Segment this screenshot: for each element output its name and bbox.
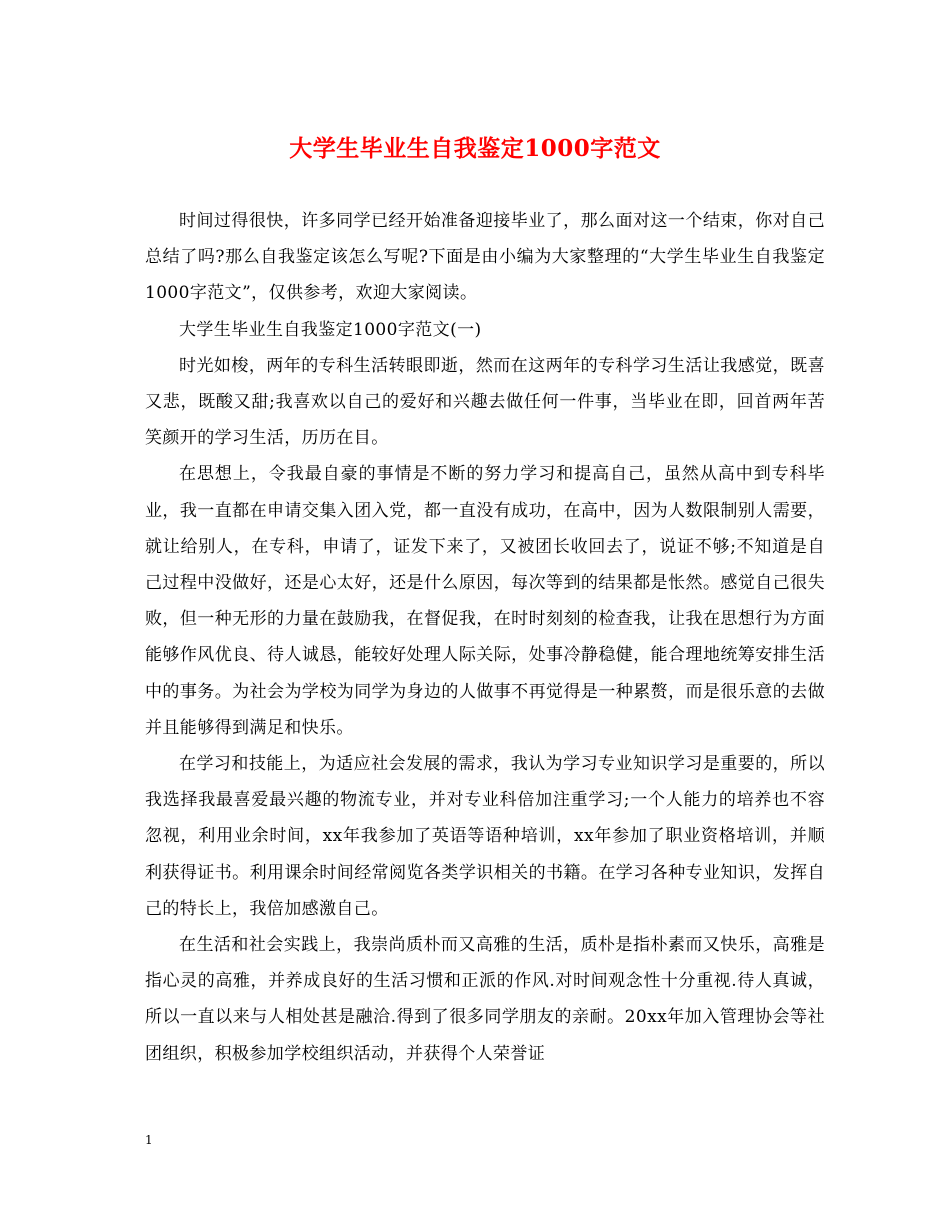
paragraph-study: 在学习和技能上，为适应社会发展的需求，我认为学习专业知识学习是重要的，所以我选择我最喜爱最兴趣的物流专业，并对专业科倍加注重学习;一个人能力的培养也不容忽视，利用业余时间，xx年我参加了英语等语种培训，xx年参加了职业资格培训，并顺利获得证书。利用课余时间经常阅览各类学识相关的书籍。在学习各种专业知识，发挥自己的特长上，我倍加感激自己。 — [145, 754, 825, 919]
paragraph-subheading: 大学生毕业生自我鉴定1000字范文(一) — [179, 319, 482, 340]
document-title: 大学生毕业生自我鉴定1000字范文 — [289, 135, 661, 162]
paragraph-opening: 时光如梭，两年的专科生活转眼即逝，然而在这两年的专科学习生活让我感觉，既喜又悲，既酸又甜;我喜欢以自己的爱好和兴趣去做任何一件事，当毕业在即，回首两年苦笑颜开的学习生活，历历在目。 — [145, 355, 825, 449]
paragraph-thought: 在思想上，令我最自豪的事情是不断的努力学习和提高自己，虽然从高中到专科毕业，我一直都在申请交集入团入党，都一直没有成功，在高中，因为人数限制别人需要，就让给别人，在专科，申请了，证发下来了，又被团长收回去了，说证不够;不知道是自己过程中没做好，还是心太好，还是什么原因，每次等到的结果都是怅然。感觉自己很失败，但一种无形的力量在鼓励我，在督促我，在时时刻刻的检查我，让我在思想行为方面能够作风优良、待人诚恳，能较好处理人际关际，处事冷静稳健，能合理地统筹安排生活中的事务。为社会为学校为同学为身边的人做事不再觉得是一种累赘，而是很乐意的去做并且能够得到满足和快乐。 — [145, 464, 825, 738]
document-body — [145, 203, 825, 1072]
page-number: 1 — [145, 1133, 153, 1147]
paragraph-life: 在生活和社会实践上，我崇尚质朴而又高雅的生活，质朴是指朴素而又快乐，高雅是指心灵的高雅，并养成良好的生活习惯和正派的作风.对时间观念性十分重视.待人真诚，所以一直以来与人相处甚是融洽.得到了很多同学朋友的亲耐。20xx年加入管理协会等社团组织，积极参加学校组织活动，并获得个人荣誉证 — [145, 935, 825, 1064]
paragraph-intro: 时间过得很快，许多同学已经开始准备迎接毕业了，那么面对这一个结束，你对自己总结了吗?那么自我鉴定该怎么写呢?下面是由小编为大家整理的“大学生毕业生自我鉴定1000字范文”，仅供参考，欢迎大家阅读。 — [145, 211, 825, 304]
